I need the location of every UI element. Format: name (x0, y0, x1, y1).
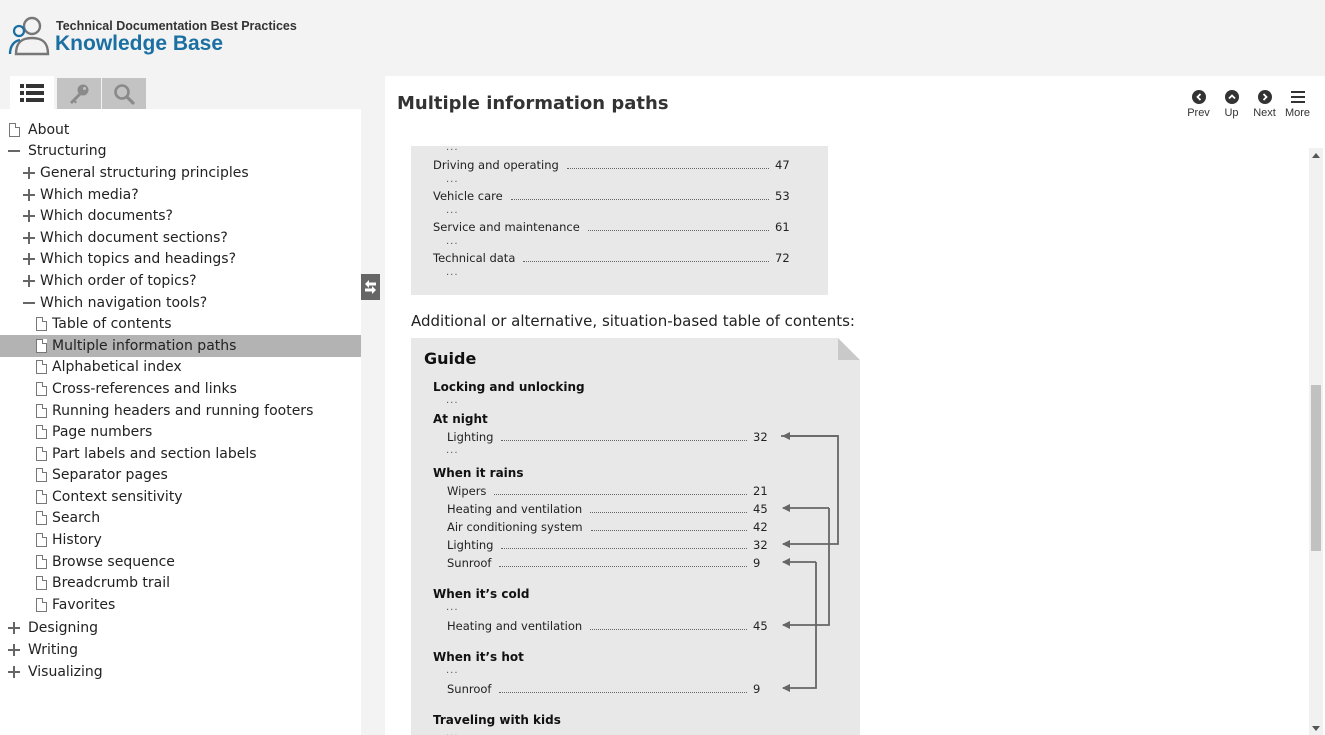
document-icon (35, 317, 47, 331)
guide-row-page: 45 (753, 619, 768, 633)
toc-row (433, 220, 793, 234)
sidebar-item-label: Table of contents (52, 316, 172, 333)
sidebar-item[interactable] (0, 162, 361, 184)
sidebar-item-label: Multiple information paths (52, 337, 237, 354)
page-title: Multiple information paths (397, 93, 669, 114)
sidebar-item[interactable] (0, 184, 361, 206)
topic-content (411, 146, 1291, 735)
sidebar-item[interactable] (0, 421, 361, 443)
guide-heading: When it’s cold (433, 587, 530, 601)
document-icon (35, 490, 47, 504)
sidebar-item[interactable] (0, 141, 361, 163)
document-icon (35, 468, 47, 482)
guide-row-page: 32 (753, 538, 768, 552)
sidebar-item[interactable] (0, 270, 361, 292)
chevron-up-icon (1225, 90, 1239, 104)
site-title[interactable]: Knowledge Base (55, 32, 224, 55)
document-icon (35, 425, 47, 439)
document-icon (35, 533, 47, 547)
sidebar-item[interactable] (0, 551, 361, 573)
guide-row-page: 9 (753, 682, 761, 696)
sidebar-item[interactable] (0, 357, 361, 379)
prev-label: Prev (1187, 107, 1210, 119)
toc-row-page: 61 (775, 220, 790, 234)
guide-row-label: Sunroof (447, 556, 492, 570)
guide-row-label: Lighting (447, 538, 494, 552)
user-icon (8, 16, 50, 56)
sidebar-item[interactable] (0, 335, 361, 357)
next-label: Next (1253, 107, 1276, 119)
collapse-icon[interactable] (8, 144, 20, 158)
ellipsis: ... (446, 205, 459, 216)
sidebar-item[interactable] (0, 292, 361, 314)
toc-row (433, 158, 793, 172)
sidebar-item-label: Writing (28, 642, 78, 659)
expand-icon[interactable] (8, 643, 20, 657)
sidebar-item[interactable] (0, 249, 361, 271)
sidebar-item-label: Designing (28, 620, 98, 637)
expand-icon[interactable] (23, 252, 35, 266)
guide-heading: When it’s hot (433, 650, 524, 664)
scroll-up-arrow-icon[interactable] (1312, 153, 1320, 158)
sidebar-item-label: Which media? (40, 186, 139, 203)
sidebar-item-label: Separator pages (52, 467, 168, 484)
search-icon (113, 83, 135, 105)
sidebar-item[interactable] (0, 508, 361, 530)
sidebar-item-label: Which documents? (40, 208, 173, 225)
sidebar-item-label: General structuring principles (40, 164, 249, 181)
sidebar-item[interactable] (0, 400, 361, 422)
document-icon (35, 339, 47, 353)
sidebar-item-label: Running headers and running footers (52, 402, 314, 419)
sidebar-item-label: Structuring (28, 143, 107, 160)
tab-contents[interactable] (10, 76, 54, 109)
arrow-heating (783, 508, 829, 625)
sidebar-item[interactable] (0, 618, 361, 640)
content-scrollbar[interactable] (1309, 148, 1323, 735)
ellipsis: ... (446, 174, 459, 185)
toc-row-label: Driving and operating (433, 158, 559, 172)
up-label: Up (1224, 107, 1239, 119)
guide-heading: At night (433, 412, 488, 426)
guide-heading: When it rains (433, 466, 524, 480)
sidebar-item[interactable] (0, 572, 361, 594)
ellipsis: ... (446, 267, 459, 278)
sidebar-item-label: Cross-references and links (52, 380, 237, 397)
connector-arrows (411, 338, 860, 735)
sidebar-item-label: Search (52, 510, 101, 527)
sidebar-item[interactable] (0, 529, 361, 551)
toc-row-page: 53 (775, 189, 790, 203)
sidebar-item-label: History (52, 532, 102, 549)
sidebar-item[interactable] (0, 378, 361, 400)
ellipsis: ... (446, 146, 459, 153)
document-icon (35, 404, 47, 418)
sidebar-item[interactable] (0, 465, 361, 487)
scroll-down-arrow-icon[interactable] (1312, 726, 1320, 731)
sidebar-item-label: Favorites (52, 596, 116, 613)
guide-row-label: Sunroof (447, 682, 492, 696)
document-icon (35, 511, 47, 525)
topic-navigation (1185, 88, 1311, 119)
sidebar-item-label: Alphabetical index (52, 359, 182, 376)
ellipsis: ... (446, 665, 459, 676)
up-button[interactable] (1218, 88, 1245, 119)
sidebar-item-label: Breadcrumb trail (52, 575, 171, 592)
sidebar-item-label: Which navigation tools? (40, 294, 208, 311)
more-button[interactable] (1284, 88, 1311, 119)
expand-icon[interactable] (8, 665, 20, 679)
toc-row-page: 72 (775, 251, 790, 265)
list-icon (20, 83, 44, 103)
next-button[interactable] (1251, 88, 1278, 119)
ellipsis: ... (446, 445, 459, 456)
guide-row-page: 32 (753, 430, 768, 444)
ellipsis: ... (446, 236, 459, 247)
swap-arrows-icon (363, 279, 378, 295)
guide-row-page: 42 (753, 520, 768, 534)
tab-search[interactable] (102, 78, 146, 109)
ellipsis: ... (446, 728, 459, 735)
sidebar-item-label: About (28, 121, 70, 138)
guide-heading: Locking and unlocking (433, 380, 585, 394)
guide-row-page: 9 (753, 556, 761, 570)
collapse-icon[interactable] (23, 296, 35, 310)
sidebar-item-label: Which order of topics? (40, 272, 197, 289)
document-icon (35, 360, 47, 374)
sidebar-item-label: Visualizing (28, 663, 103, 680)
main-panel (385, 76, 1325, 735)
guide-row-page: 45 (753, 502, 768, 516)
expand-icon[interactable] (8, 621, 20, 635)
guide-row-label: Heating and ventilation (447, 619, 583, 633)
prev-button[interactable] (1185, 88, 1212, 119)
toc-row-label: Vehicle care (433, 189, 503, 203)
document-icon (35, 576, 47, 590)
guide-illustration (411, 338, 860, 735)
guide-row-page: 21 (753, 484, 768, 498)
sidebar-item[interactable] (0, 486, 361, 508)
document-icon (35, 598, 47, 612)
toc-row-label: Service and maintenance (433, 220, 580, 234)
sidebar-item[interactable] (0, 443, 361, 465)
sidebar-item-label: Page numbers (52, 424, 153, 441)
sidebar-item-label: Context sensitivity (52, 488, 183, 505)
expand-icon[interactable] (23, 209, 35, 223)
guide-row-label: Air conditioning system (447, 520, 583, 534)
guide-row-label: Wipers (447, 484, 487, 498)
key-icon (68, 83, 90, 105)
sidebar (0, 109, 361, 735)
sidebar-item-label: Browse sequence (52, 553, 175, 570)
paragraph: Additional or alternative, situation-based table of contents: (411, 312, 855, 330)
sidebar-item[interactable] (0, 313, 361, 335)
toc-row (433, 189, 793, 203)
sidebar-item[interactable] (0, 639, 361, 661)
guide-row-label: Heating and ventilation (447, 502, 583, 516)
expand-icon[interactable] (23, 274, 35, 288)
sidebar-item[interactable] (0, 119, 361, 141)
guide-title: Guide (424, 349, 477, 368)
navigation-tree (0, 119, 361, 682)
document-icon (35, 555, 47, 569)
menu-icon (1291, 90, 1305, 104)
toc-illustration (411, 146, 828, 295)
sidebar-item[interactable] (0, 205, 361, 227)
tab-index[interactable] (57, 78, 101, 109)
site-subtitle: Technical Documentation Best Practices (56, 19, 297, 33)
sidebar-toggle[interactable] (361, 274, 380, 300)
sidebar-item-label: Which topics and headings? (40, 251, 237, 268)
sidebar-item[interactable] (0, 227, 361, 249)
sidebar-item[interactable] (0, 661, 361, 683)
sidebar-item-label: Part labels and section labels (52, 445, 257, 462)
expand-icon[interactable] (23, 188, 35, 202)
chevron-left-icon (1192, 90, 1206, 104)
scroll-thumb[interactable] (1311, 385, 1321, 551)
guide-row-label: Lighting (447, 430, 494, 444)
ellipsis: ... (446, 602, 459, 613)
document-icon (8, 123, 20, 137)
guide-heading: Traveling with kids (433, 713, 561, 727)
ellipsis: ... (446, 395, 459, 406)
document-icon (35, 447, 47, 461)
chevron-right-icon (1258, 90, 1272, 104)
toc-row (433, 251, 793, 265)
sidebar-item-label: Which document sections? (40, 229, 228, 246)
expand-icon[interactable] (23, 231, 35, 245)
toc-row-page: 47 (775, 158, 790, 172)
more-label: More (1284, 107, 1311, 119)
toc-row-label: Technical data (433, 251, 516, 265)
expand-icon[interactable] (23, 166, 35, 180)
sidebar-item[interactable] (0, 594, 361, 616)
header (0, 0, 1325, 76)
document-icon (35, 382, 47, 396)
